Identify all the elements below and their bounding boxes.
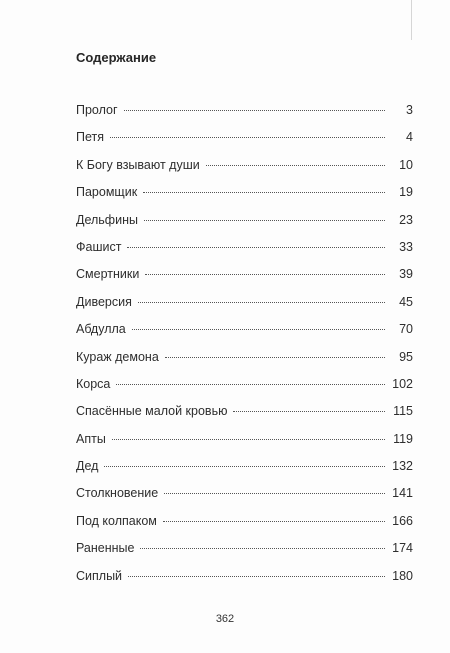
page-title: Содержание	[76, 50, 157, 65]
toc-dot-leader	[140, 548, 385, 549]
toc-dot-leader	[143, 192, 385, 193]
toc-dot-leader	[233, 411, 385, 412]
toc-entry-page: 39	[399, 267, 413, 282]
toc-entry	[76, 541, 413, 568]
toc-entry-page: 19	[399, 185, 413, 200]
toc-dot-leader	[206, 165, 385, 166]
toc-entry	[76, 103, 413, 130]
toc-entry	[76, 185, 413, 212]
toc-entry-title: Пролог	[76, 103, 118, 117]
toc-entry-title: Столкновение	[76, 486, 159, 501]
toc-entry-page: 166	[392, 513, 413, 528]
toc-entry-title: Дед	[76, 459, 99, 474]
toc-entry-title: Абдулла	[76, 322, 126, 337]
toc-entry-title: Спасённые малой кровью	[76, 404, 228, 419]
toc-dot-leader	[116, 384, 385, 385]
toc-entry-title: К Богу взывают души	[76, 157, 200, 172]
toc-entry-page: 102	[392, 376, 413, 391]
toc-entry	[76, 213, 413, 240]
toc-entry-page: 23	[399, 212, 413, 227]
toc-entry	[76, 350, 413, 377]
toc-dot-leader	[145, 274, 385, 275]
toc-entry-page: 10	[399, 157, 413, 172]
toc-entry-page: 132	[392, 459, 413, 474]
table-of-contents	[76, 103, 413, 596]
page-number: 362	[215, 613, 235, 625]
toc-entry-title: Дельфины	[76, 212, 138, 227]
toc-entry-title: Паромщик	[76, 185, 138, 200]
toc-dot-leader	[128, 576, 385, 577]
toc-dot-leader	[112, 439, 385, 440]
toc-entry	[76, 514, 413, 541]
toc-dot-leader	[164, 493, 385, 494]
toc-entry-page: 3	[406, 103, 413, 117]
toc-entry-page: 141	[392, 486, 413, 501]
toc-entry-page: 180	[392, 568, 413, 583]
toc-dot-leader	[110, 137, 385, 138]
toc-dot-leader	[138, 302, 385, 303]
toc-dot-leader	[124, 110, 385, 111]
toc-entry	[76, 267, 413, 294]
toc-entry-title: Петя	[76, 130, 105, 145]
toc-dot-leader	[127, 247, 385, 248]
toc-entry-title: Раненные	[76, 541, 135, 556]
toc-entry-page: 119	[393, 431, 413, 446]
toc-entry	[76, 240, 413, 267]
toc-entry-page: 115	[393, 404, 413, 419]
toc-entry-title: Сиплый	[76, 568, 123, 583]
toc-entry	[76, 158, 413, 185]
toc-entry-page: 174	[392, 541, 413, 556]
toc-entry-page: 70	[399, 322, 413, 337]
toc-entry	[76, 130, 413, 157]
toc-entry-title: Диверсия	[76, 294, 132, 309]
page-edge-divider	[411, 0, 412, 40]
toc-dot-leader	[163, 521, 385, 522]
toc-dot-leader	[144, 220, 385, 221]
toc-dot-leader	[132, 329, 385, 330]
toc-entry-title: Смертники	[76, 267, 140, 282]
toc-dot-leader	[165, 357, 385, 358]
toc-entry	[76, 322, 413, 349]
toc-entry	[76, 569, 413, 596]
toc-entry	[76, 459, 413, 486]
toc-entry-title: Апты	[76, 431, 106, 446]
toc-entry	[76, 377, 413, 404]
toc-entry-page: 33	[399, 239, 413, 254]
toc-entry-title: Фашист	[76, 239, 122, 254]
toc-dot-leader	[104, 466, 385, 467]
toc-entry	[76, 295, 413, 322]
toc-entry-page: 45	[399, 294, 413, 309]
toc-entry-page: 4	[406, 130, 413, 145]
toc-entry	[76, 404, 413, 431]
toc-entry-title: Кураж демона	[76, 349, 159, 364]
toc-entry-page: 95	[399, 349, 413, 364]
toc-entry	[76, 432, 413, 459]
toc-entry-title: Под колпаком	[76, 513, 157, 528]
toc-entry-title: Корса	[76, 376, 111, 391]
toc-entry	[76, 486, 413, 513]
